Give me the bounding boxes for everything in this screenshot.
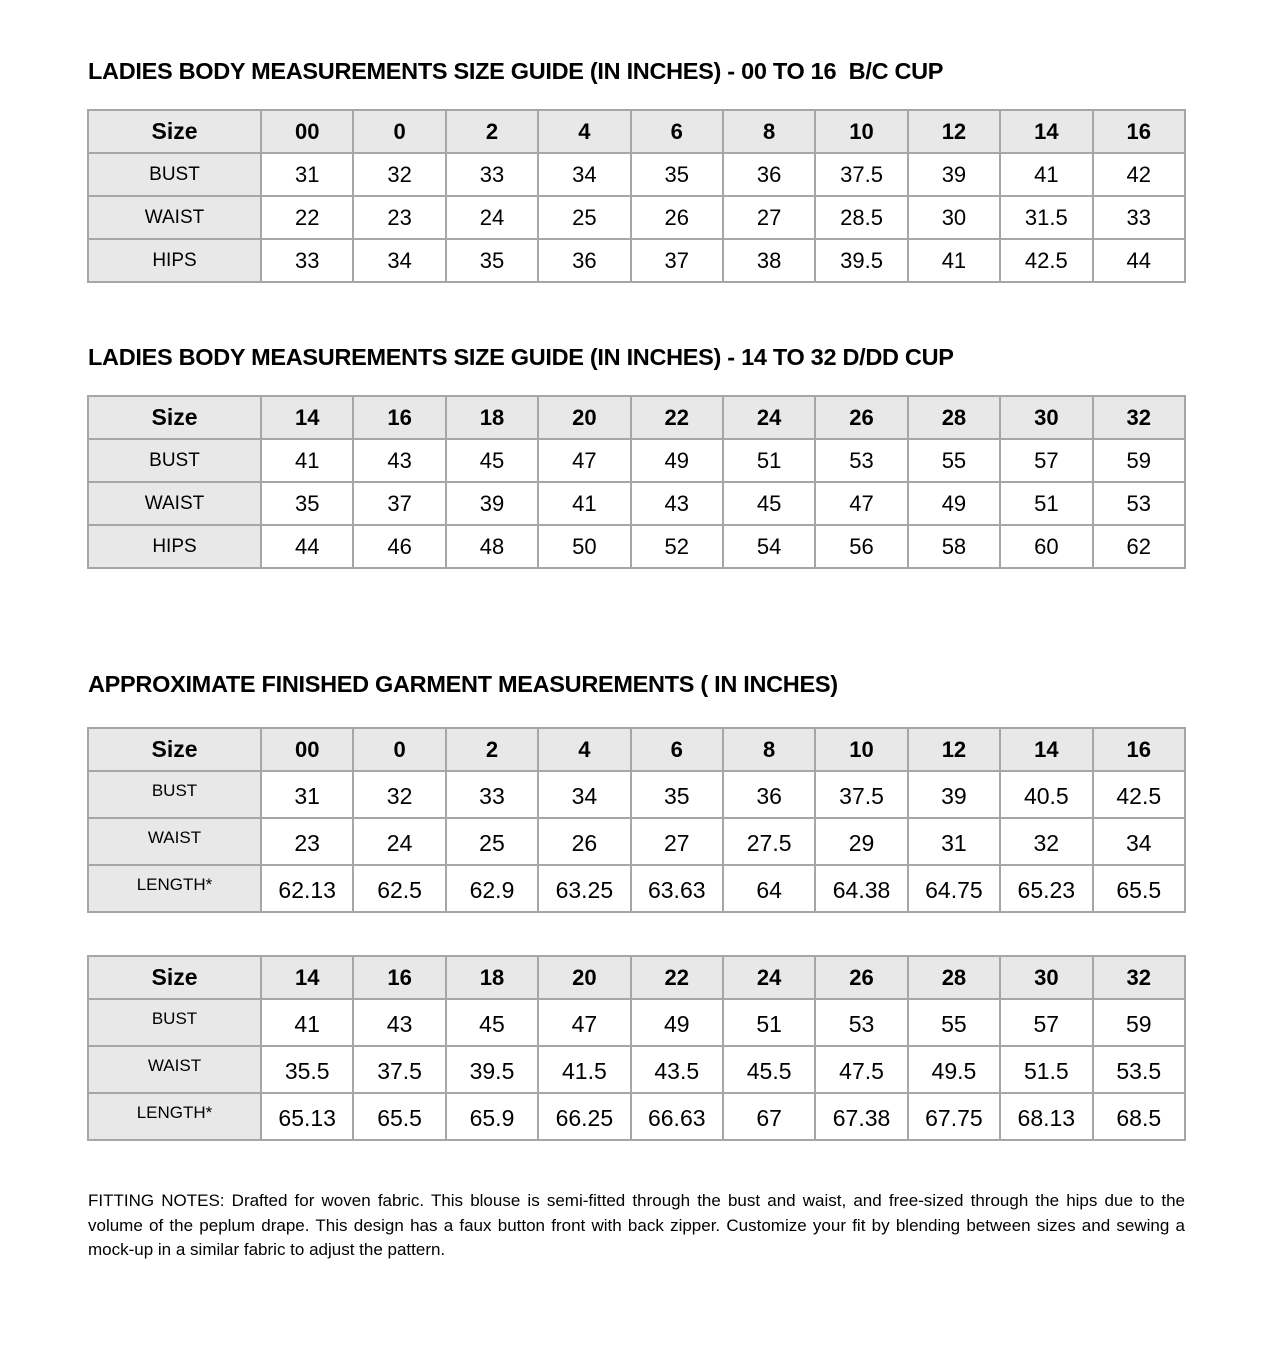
measurement-cell: 65.23 bbox=[1000, 865, 1092, 912]
size-header-cell: 24 bbox=[723, 956, 815, 999]
size-header-cell: 14 bbox=[1000, 728, 1092, 771]
size-header-cell: 16 bbox=[1093, 728, 1185, 771]
size-header-cell: 26 bbox=[815, 956, 907, 999]
measurement-cell: 42 bbox=[1093, 153, 1185, 196]
measurement-cell: 63.25 bbox=[538, 865, 630, 912]
measurement-cell: 62 bbox=[1093, 525, 1185, 568]
size-table-garment-00-16 bbox=[87, 727, 1186, 913]
measurement-cell: 52 bbox=[631, 525, 723, 568]
measurement-cell: 53.5 bbox=[1093, 1046, 1185, 1093]
size-header-cell: 00 bbox=[261, 728, 353, 771]
size-header-cell: 2 bbox=[446, 728, 538, 771]
measurement-cell: 51.5 bbox=[1000, 1046, 1092, 1093]
measurement-cell: 35 bbox=[631, 771, 723, 818]
table-row-waist bbox=[88, 818, 1185, 865]
size-header-cell: 8 bbox=[723, 110, 815, 153]
measurement-cell: 55 bbox=[908, 439, 1000, 482]
measurement-cell: 47 bbox=[538, 999, 630, 1046]
size-header-cell: 28 bbox=[908, 956, 1000, 999]
measurement-cell: 49 bbox=[631, 999, 723, 1046]
table-row-length bbox=[88, 1093, 1185, 1140]
size-header-cell: 10 bbox=[815, 110, 907, 153]
measurement-cell: 66.63 bbox=[631, 1093, 723, 1140]
size-header-cell: 8 bbox=[723, 728, 815, 771]
measurement-cell: 30 bbox=[908, 196, 1000, 239]
measurement-cell: 62.9 bbox=[446, 865, 538, 912]
measurement-cell: 65.5 bbox=[1093, 865, 1185, 912]
measurement-cell: 24 bbox=[446, 196, 538, 239]
size-header-cell: 32 bbox=[1093, 396, 1185, 439]
measurement-cell: 43 bbox=[631, 482, 723, 525]
measurement-cell: 51 bbox=[723, 439, 815, 482]
measurement-cell: 31 bbox=[261, 771, 353, 818]
measurement-cell: 53 bbox=[815, 439, 907, 482]
size-header-cell: 20 bbox=[538, 956, 630, 999]
size-header-cell: 22 bbox=[631, 956, 723, 999]
header-row bbox=[88, 728, 1185, 771]
measurement-cell: 31 bbox=[261, 153, 353, 196]
measurement-cell: 39.5 bbox=[446, 1046, 538, 1093]
measurement-cell: 39 bbox=[908, 771, 1000, 818]
measurement-cell: 26 bbox=[631, 196, 723, 239]
measurement-cell: 41 bbox=[261, 999, 353, 1046]
row-label: BUST bbox=[88, 153, 261, 196]
size-header-cell: 30 bbox=[1000, 396, 1092, 439]
measurement-cell: 53 bbox=[1093, 482, 1185, 525]
measurement-cell: 49.5 bbox=[908, 1046, 1000, 1093]
measurement-cell: 64.38 bbox=[815, 865, 907, 912]
measurement-cell: 41 bbox=[1000, 153, 1092, 196]
measurement-cell: 45 bbox=[446, 999, 538, 1046]
measurement-cell: 27 bbox=[723, 196, 815, 239]
measurement-cell: 41 bbox=[538, 482, 630, 525]
row-label: LENGTH* bbox=[88, 1093, 261, 1140]
measurement-cell: 34 bbox=[538, 153, 630, 196]
measurement-cell: 32 bbox=[1000, 818, 1092, 865]
section-title-body-ddd-cup: LADIES BODY MEASUREMENTS SIZE GUIDE (IN INCHES) - 14 TO 32 D/DD CUP bbox=[88, 344, 954, 370]
measurement-cell: 64.75 bbox=[908, 865, 1000, 912]
measurement-cell: 57 bbox=[1000, 999, 1092, 1046]
measurement-cell: 27 bbox=[631, 818, 723, 865]
size-header-cell: 26 bbox=[815, 396, 907, 439]
measurement-cell: 33 bbox=[446, 153, 538, 196]
measurement-cell: 32 bbox=[353, 771, 445, 818]
measurement-cell: 67 bbox=[723, 1093, 815, 1140]
measurement-cell: 41 bbox=[261, 439, 353, 482]
measurement-cell: 42.5 bbox=[1000, 239, 1092, 282]
measurement-cell: 57 bbox=[1000, 439, 1092, 482]
measurement-cell: 35.5 bbox=[261, 1046, 353, 1093]
measurement-cell: 51 bbox=[1000, 482, 1092, 525]
measurement-cell: 45 bbox=[723, 482, 815, 525]
measurement-cell: 68.5 bbox=[1093, 1093, 1185, 1140]
size-column-header: Size bbox=[88, 110, 261, 153]
measurement-cell: 34 bbox=[1093, 818, 1185, 865]
measurement-cell: 66.25 bbox=[538, 1093, 630, 1140]
measurement-cell: 45 bbox=[446, 439, 538, 482]
measurement-cell: 65.5 bbox=[353, 1093, 445, 1140]
measurement-cell: 35 bbox=[631, 153, 723, 196]
measurement-cell: 68.13 bbox=[1000, 1093, 1092, 1140]
measurement-cell: 25 bbox=[538, 196, 630, 239]
size-header-cell: 6 bbox=[631, 728, 723, 771]
measurement-cell: 48 bbox=[446, 525, 538, 568]
measurement-cell: 31.5 bbox=[1000, 196, 1092, 239]
table-row-length bbox=[88, 865, 1185, 912]
size-header-cell: 32 bbox=[1093, 956, 1185, 999]
header-row bbox=[88, 110, 1185, 153]
row-label: WAIST bbox=[88, 818, 261, 865]
size-header-cell: 16 bbox=[353, 396, 445, 439]
measurement-cell: 59 bbox=[1093, 999, 1185, 1046]
measurement-cell: 39.5 bbox=[815, 239, 907, 282]
measurement-cell: 25 bbox=[446, 818, 538, 865]
fitting-notes: FITTING NOTES: Drafted for woven fabric. This blouse is semi-fitted through the bust and waist, and free-sized through the hips due to the volume of the peplum drape. This design has a faux button front with back zipper. Customize your fit by blending between sizes and sewing a mock-up in a similar fabric to adjust the pattern. bbox=[88, 1191, 1185, 1259]
measurement-cell: 43 bbox=[353, 999, 445, 1046]
row-label: BUST bbox=[88, 771, 261, 818]
measurement-cell: 37.5 bbox=[815, 771, 907, 818]
measurement-cell: 40.5 bbox=[1000, 771, 1092, 818]
measurement-cell: 46 bbox=[353, 525, 445, 568]
measurement-cell: 54 bbox=[723, 525, 815, 568]
table-row-bust bbox=[88, 771, 1185, 818]
measurement-cell: 43.5 bbox=[631, 1046, 723, 1093]
measurement-cell: 35 bbox=[446, 239, 538, 282]
measurement-cell: 24 bbox=[353, 818, 445, 865]
measurement-cell: 33 bbox=[1093, 196, 1185, 239]
size-column-header: Size bbox=[88, 396, 261, 439]
measurement-cell: 38 bbox=[723, 239, 815, 282]
measurement-cell: 34 bbox=[353, 239, 445, 282]
measurement-cell: 36 bbox=[723, 153, 815, 196]
measurement-cell: 65.13 bbox=[261, 1093, 353, 1140]
size-header-cell: 10 bbox=[815, 728, 907, 771]
size-header-cell: 0 bbox=[353, 110, 445, 153]
measurement-cell: 37 bbox=[353, 482, 445, 525]
size-column-header: Size bbox=[88, 728, 261, 771]
measurement-cell: 49 bbox=[631, 439, 723, 482]
measurement-cell: 33 bbox=[261, 239, 353, 282]
measurement-cell: 34 bbox=[538, 771, 630, 818]
measurement-cell: 58 bbox=[908, 525, 1000, 568]
measurement-cell: 51 bbox=[723, 999, 815, 1046]
measurement-cell: 47 bbox=[538, 439, 630, 482]
measurement-cell: 36 bbox=[723, 771, 815, 818]
table-row-hips bbox=[88, 525, 1185, 568]
size-header-cell: 12 bbox=[908, 728, 1000, 771]
measurement-cell: 47 bbox=[815, 482, 907, 525]
size-table-body-bc-cup bbox=[87, 109, 1186, 283]
measurement-cell: 47.5 bbox=[815, 1046, 907, 1093]
measurement-cell: 62.5 bbox=[353, 865, 445, 912]
size-header-cell: 20 bbox=[538, 396, 630, 439]
header-row bbox=[88, 396, 1185, 439]
size-header-cell: 00 bbox=[261, 110, 353, 153]
measurement-cell: 63.63 bbox=[631, 865, 723, 912]
measurement-cell: 37.5 bbox=[353, 1046, 445, 1093]
size-header-cell: 4 bbox=[538, 728, 630, 771]
table-row-waist bbox=[88, 196, 1185, 239]
measurement-cell: 37 bbox=[631, 239, 723, 282]
row-label: BUST bbox=[88, 439, 261, 482]
section-title-garment: APPROXIMATE FINISHED GARMENT MEASUREMENTS ( IN INCHES) bbox=[88, 671, 838, 697]
measurement-cell: 67.38 bbox=[815, 1093, 907, 1140]
size-header-cell: 0 bbox=[353, 728, 445, 771]
size-header-cell: 30 bbox=[1000, 956, 1092, 999]
measurement-cell: 33 bbox=[446, 771, 538, 818]
measurement-cell: 41 bbox=[908, 239, 1000, 282]
size-header-cell: 28 bbox=[908, 396, 1000, 439]
size-header-cell: 24 bbox=[723, 396, 815, 439]
size-header-cell: 14 bbox=[261, 956, 353, 999]
row-label: LENGTH* bbox=[88, 865, 261, 912]
measurement-cell: 62.13 bbox=[261, 865, 353, 912]
measurement-cell: 39 bbox=[446, 482, 538, 525]
measurement-cell: 56 bbox=[815, 525, 907, 568]
size-header-cell: 18 bbox=[446, 396, 538, 439]
measurement-cell: 42.5 bbox=[1093, 771, 1185, 818]
size-header-cell: 6 bbox=[631, 110, 723, 153]
measurement-cell: 55 bbox=[908, 999, 1000, 1046]
measurement-cell: 23 bbox=[261, 818, 353, 865]
size-header-cell: 16 bbox=[1093, 110, 1185, 153]
measurement-cell: 49 bbox=[908, 482, 1000, 525]
measurement-cell: 64 bbox=[723, 865, 815, 912]
measurement-cell: 60 bbox=[1000, 525, 1092, 568]
measurement-cell: 39 bbox=[908, 153, 1000, 196]
table-row-bust bbox=[88, 439, 1185, 482]
row-label: HIPS bbox=[88, 525, 261, 568]
measurement-cell: 37.5 bbox=[815, 153, 907, 196]
measurement-cell: 67.75 bbox=[908, 1093, 1000, 1140]
measurement-cell: 43 bbox=[353, 439, 445, 482]
row-label: WAIST bbox=[88, 196, 261, 239]
table-row-waist bbox=[88, 1046, 1185, 1093]
measurement-cell: 45.5 bbox=[723, 1046, 815, 1093]
row-label: HIPS bbox=[88, 239, 261, 282]
measurement-cell: 28.5 bbox=[815, 196, 907, 239]
row-label: WAIST bbox=[88, 482, 261, 525]
measurement-cell: 41.5 bbox=[538, 1046, 630, 1093]
table-row-waist bbox=[88, 482, 1185, 525]
measurement-cell: 31 bbox=[908, 818, 1000, 865]
measurement-cell: 44 bbox=[261, 525, 353, 568]
measurement-cell: 65.9 bbox=[446, 1093, 538, 1140]
measurement-cell: 53 bbox=[815, 999, 907, 1046]
measurement-cell: 29 bbox=[815, 818, 907, 865]
size-header-cell: 22 bbox=[631, 396, 723, 439]
measurement-cell: 26 bbox=[538, 818, 630, 865]
header-row bbox=[88, 956, 1185, 999]
measurement-cell: 35 bbox=[261, 482, 353, 525]
size-column-header: Size bbox=[88, 956, 261, 999]
table-row-hips bbox=[88, 239, 1185, 282]
measurement-cell: 50 bbox=[538, 525, 630, 568]
measurement-cell: 22 bbox=[261, 196, 353, 239]
measurement-cell: 36 bbox=[538, 239, 630, 282]
size-table-body-ddd-cup bbox=[87, 395, 1186, 569]
row-label: BUST bbox=[88, 999, 261, 1046]
measurement-cell: 44 bbox=[1093, 239, 1185, 282]
size-header-cell: 18 bbox=[446, 956, 538, 999]
measurement-cell: 59 bbox=[1093, 439, 1185, 482]
size-header-cell: 2 bbox=[446, 110, 538, 153]
measurement-cell: 32 bbox=[353, 153, 445, 196]
table-row-bust bbox=[88, 999, 1185, 1046]
size-header-cell: 16 bbox=[353, 956, 445, 999]
section-title-body-bc-cup: LADIES BODY MEASUREMENTS SIZE GUIDE (IN INCHES) - 00 TO 16 B/C CUP bbox=[88, 58, 944, 84]
size-header-cell: 12 bbox=[908, 110, 1000, 153]
size-header-cell: 14 bbox=[261, 396, 353, 439]
measurement-cell: 23 bbox=[353, 196, 445, 239]
size-header-cell: 14 bbox=[1000, 110, 1092, 153]
size-table-garment-14-32 bbox=[87, 955, 1186, 1141]
row-label: WAIST bbox=[88, 1046, 261, 1093]
size-header-cell: 4 bbox=[538, 110, 630, 153]
measurement-cell: 27.5 bbox=[723, 818, 815, 865]
table-row-bust bbox=[88, 153, 1185, 196]
